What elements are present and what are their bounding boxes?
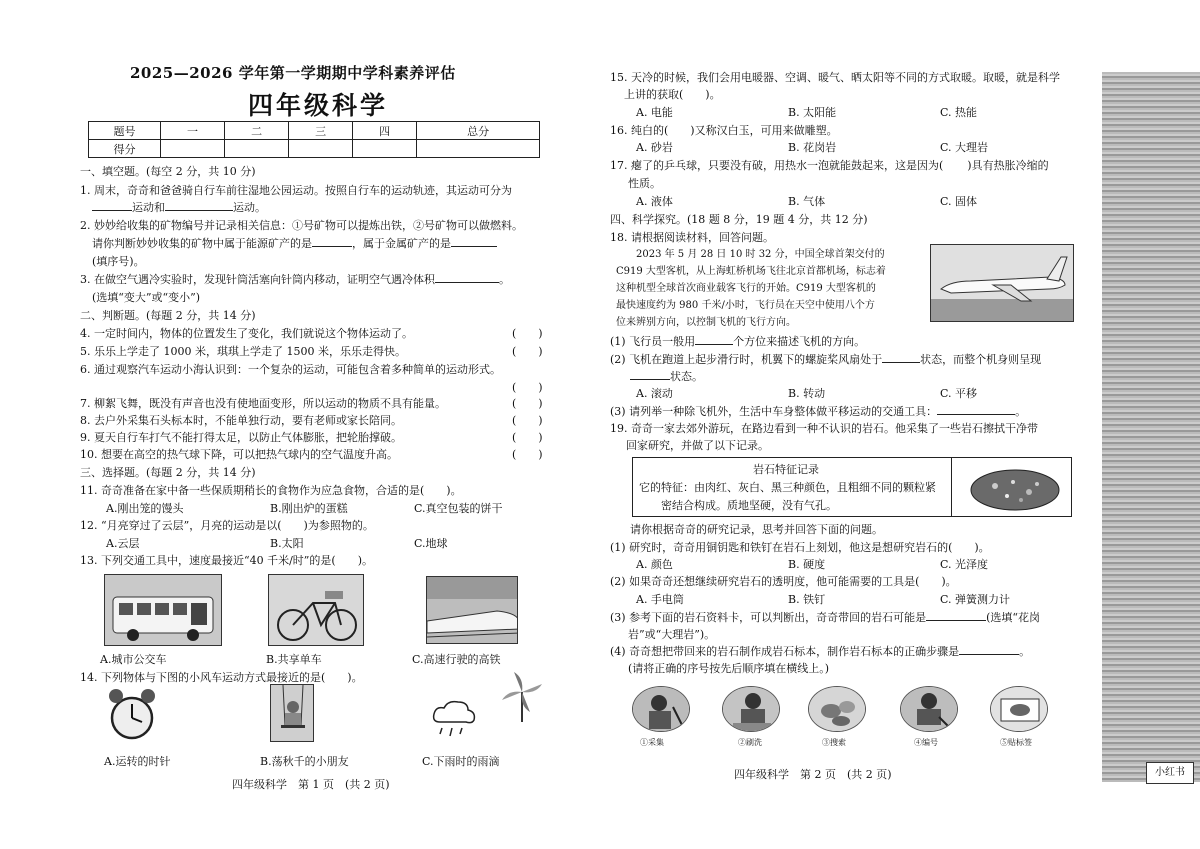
option-a[interactable]: A.刚出笼的馒头 (106, 502, 184, 515)
question-17-line1 (610, 158, 1049, 173)
step-label: ②刷洗 (738, 738, 762, 747)
person-brushing-icon (723, 687, 780, 732)
reading-line: 2023 年 5 月 28 日 10 时 32 分，中国全球首架交付的 (616, 249, 885, 260)
text: ，属于金属矿产的是 (352, 237, 451, 250)
option-b[interactable]: B.荡秋千的小朋友 (260, 755, 349, 768)
person-writing-icon (901, 687, 958, 732)
option-c[interactable]: C. 热能 (940, 106, 978, 119)
option-a[interactable]: A.云层 (106, 537, 140, 550)
question-19-line2: 回家研究，并做了以下记录。 (626, 439, 769, 452)
text: 状态。 (670, 370, 703, 383)
step-wash-photo (722, 686, 780, 732)
text: 运动和 (132, 201, 165, 214)
option-c[interactable]: C. 固体 (940, 195, 978, 208)
score-cell: 总分 (417, 122, 540, 140)
option-c[interactable]: C.高速行驶的高铁 (412, 653, 501, 666)
option-c[interactable]: C. 弹簧测力计 (940, 593, 1011, 606)
question-15-line2: 上讲的获取( )。 (624, 88, 721, 101)
text: (1) 飞行员一般用 (610, 335, 696, 348)
text: (选填“花岗 (986, 611, 1040, 624)
text: (4) 奇奇想把带回来的岩石制作成岩石标本，制作岩石标本的正确步骤是 (610, 645, 960, 658)
option-a[interactable]: A.运转的时针 (104, 755, 171, 768)
judge-question-5: 5. 乐乐上学走了 1000 米，琪琪上学走了 1500 米，乐乐走得快。 (80, 345, 406, 358)
text: 3. 在做空气遇冷实验时，发现针筒活塞向针筒内移动，证明空气遇冷体积 (80, 273, 435, 286)
option-b[interactable]: B. 气体 (788, 195, 826, 208)
option-a[interactable]: A. 颜色 (636, 558, 673, 571)
rock-samples-icon (809, 687, 866, 732)
judge-question-9: 9. 夏天自行车打气不能打得太足，以防止气体膨胀，把轮胎撑破。 (80, 431, 402, 444)
option-a[interactable]: A. 电能 (636, 106, 673, 119)
option-b[interactable]: B. 花岗岩 (788, 141, 837, 154)
option-a[interactable]: A. 手电筒 (636, 593, 684, 606)
judge-answer-paren[interactable]: ( ) (512, 448, 543, 461)
answer-blank[interactable] (959, 644, 1019, 655)
judge-question-7: 7. 柳絮飞舞，既没有声音也没有使地面变形，所以运动的物质不具有能量。 (80, 397, 446, 410)
question-18-1 (610, 334, 865, 349)
option-b[interactable]: B.共享单车 (266, 653, 322, 666)
question-19-3-line1 (610, 610, 1040, 625)
question-18-3: (3) 请列举一种除飞机外，生活中车身整体做平移运动的交通工具： 。 (610, 405, 1027, 418)
score-cell: 得分 (89, 140, 161, 158)
c919-airplane-photo (930, 244, 1074, 322)
option-c[interactable]: C. 平移 (940, 387, 978, 400)
answer-blank[interactable] (937, 404, 1015, 415)
section1-header: 一、填空题。(每空 2 分，共 10 分) (80, 165, 256, 178)
option-a[interactable]: A. 液体 (636, 195, 673, 208)
option-b[interactable]: B. 硬度 (788, 558, 826, 571)
judge-question-6: 6. 通过观察汽车运动小海认识到：一个复杂的运动，可能包含着多种简单的运动形式。 (80, 363, 501, 376)
judge-question-10: 10. 想要在高空的热气球下降，可以把热气球内的空气温度升高。 (80, 448, 398, 461)
judge-answer-paren[interactable]: ( ) (512, 327, 543, 340)
step-label: ①采集 (640, 738, 664, 747)
text: 。 (1019, 645, 1031, 658)
judge-answer-paren[interactable]: ( ) (512, 431, 543, 444)
text: 。 (499, 273, 510, 286)
exam-title: 2025—2026 学年第一学期期中学科素养评估 (130, 64, 456, 82)
rock-record-box (632, 457, 1072, 517)
question-19-intro: 请你根据奇奇的研究记录，思考并回答下面的问题。 (630, 523, 883, 536)
exam-subtitle: 四年级科学 (248, 91, 389, 120)
question-1-line1: 1. 周末，奇奇和爸爸骑自行车前往湿地公园运动。按照自行车的运动轨迹，其运动可分为 (80, 184, 512, 197)
airplane-icon (931, 245, 1074, 322)
option-c[interactable]: C. 光泽度 (940, 558, 989, 571)
question-11: 11. 奇奇准备在家中备一些保质期稍长的食物作为应急食物，合适的是( )。 (80, 484, 462, 497)
section3-header: 三、选择题。(每题 2 分，共 14 分) (80, 466, 256, 479)
option-c[interactable]: C.下雨时的雨滴 (422, 755, 500, 768)
record-title: 岩石特征记录 (753, 463, 819, 476)
judge-answer-paren[interactable]: ( ) (512, 345, 543, 358)
step-search-photo (808, 686, 866, 732)
reading-line: 最快速度约为 980 千米/小时，飞行员在天空中使用八个方 (616, 300, 875, 311)
option-c[interactable]: C. 大理岩 (940, 141, 989, 154)
section4-header: 四、科学探究。(18 题 8 分，19 题 4 分，共 12 分) (610, 213, 868, 226)
question-13: 13. 下列交通工具中，速度最接近“40 千米/时”的是( )。 (80, 554, 374, 567)
question-18-2-line1 (610, 352, 1041, 367)
page-footer: 四年级科学 第 2 页 (共 2 页) (734, 768, 892, 781)
step-label: ④编号 (914, 738, 938, 747)
text: 个方位来描述飞机的方向。 (733, 335, 866, 348)
section2-header: 二、判断题。(每题 2 分，共 14 分) (80, 309, 256, 322)
question-17-line2: 性质。 (628, 177, 661, 190)
labeled-specimen-icon (991, 687, 1048, 732)
score-cell: 二 (225, 122, 289, 140)
question-15-line1: 15. 天冷的时候，我们会用电暖器、空调、暖气、晒太阳等不同的方式取暖。取暖，就是科学 (610, 71, 1060, 84)
step-label: ③搜索 (822, 738, 846, 747)
judge-question-4: 4. 一定时间内，物体的位置发生了变化，我们就说这个物体运动了。 (80, 327, 413, 340)
score-cell: 一 (161, 122, 225, 140)
answer-blank[interactable] (695, 334, 733, 345)
option-b[interactable]: B. 转动 (788, 387, 826, 400)
record-line: 它的特征：由肉红、灰白、黑三种颜色，且粗细不同的颗粒紧 (639, 481, 936, 494)
judge-answer-paren[interactable]: ( ) (512, 397, 543, 410)
answer-blank[interactable] (926, 610, 986, 621)
judge-answer-paren[interactable]: ( ) (512, 381, 543, 394)
question-14: 14. 下列物体与下图的小风车运动方式最接近的是( )。 (80, 671, 363, 684)
option-b[interactable]: B. 铁钉 (788, 593, 826, 606)
text: (3) 参考下面的岩石资料卡，可以判断出，奇奇带回的岩石可能是 (610, 611, 927, 624)
step-collect-photo (632, 686, 690, 732)
binding-strip (1102, 72, 1200, 782)
option-b[interactable]: B. 太阳能 (788, 106, 837, 119)
rock-photo (963, 462, 1063, 514)
page-footer: 四年级科学 第 1 页 (共 2 页) (232, 778, 390, 791)
text: (2) 飞机在跑道上起步滑行时，机翼下的螺旋桨风扇处于 (610, 353, 883, 366)
question-18-2-line2 (630, 369, 703, 384)
divider (951, 458, 952, 516)
score-cell: 三 (289, 122, 353, 140)
question-19-1: (1) 研究时，奇奇用铜钥匙和铁钉在岩石上刻划，他这是想研究岩石的( )。 (610, 541, 990, 554)
option-a[interactable]: A. 滚动 (636, 387, 673, 400)
step-number-photo (900, 686, 958, 732)
judge-question-8: 8. 去户外采集石头标本时，不能单独行动，要有老师或家长陪同。 (80, 414, 402, 427)
question-19-2: (2) 如果奇奇还想继续研究岩石的透明度，他可能需要的工具是( )。 (610, 575, 957, 588)
question-2-line1: 2. 妙妙给收集的矿物编号并记录相关信息：①号矿物可以提炼出铁，②号矿物可以做燃料。 (80, 219, 523, 232)
text: 请你判断妙妙收集的矿物中属于能源矿产的是 (92, 237, 312, 250)
option-a[interactable]: A.城市公交车 (100, 653, 167, 666)
step-label: ⑤贴标签 (1000, 738, 1032, 747)
question-19-4-line1 (610, 644, 1030, 659)
option-c[interactable]: C.地球 (414, 537, 448, 550)
question-3-line2: (选填“变大”或“变小”) (92, 291, 201, 304)
record-line: 密结合构成。质地坚硬，没有气孔。 (661, 499, 837, 512)
score-cell: 题号 (89, 122, 161, 140)
answer-blank[interactable] (882, 352, 920, 363)
text: 运动。 (233, 201, 266, 214)
question-19-4-line2: (请将正确的序号按先后顺序填在横线上。) (628, 662, 830, 675)
question-16: 16. 纯白的( )又称汉白玉，可用来做雕塑。 (610, 124, 838, 137)
score-cell: 四 (353, 122, 417, 140)
reading-line: 位来辨别方向，以控制飞机的飞行方向。 (616, 317, 796, 328)
question-12: 12. “月亮穿过了云层”，月亮的运动是以( )为参照物的。 (80, 519, 374, 532)
question-2-line3: (填序号)。 (92, 255, 145, 268)
reading-line: C919 大型客机，从上海虹桥机场飞往北京首都机场，标志着 (616, 266, 886, 277)
question-19-line1: 19. 奇奇一家去郊外游玩，在路边看到一种不认识的岩石。他采集了一些岩石擦拭干净带 (610, 422, 1038, 435)
text: )具有热胀冷缩的 (967, 159, 1049, 172)
question-19-3-line2: 岩”或“大理岩”)。 (628, 628, 716, 641)
option-c[interactable]: C.真空包装的饼干 (414, 502, 503, 515)
option-b[interactable]: B.刚出炉的蛋糕 (270, 502, 348, 515)
option-b[interactable]: B.太阳 (270, 537, 304, 550)
option-a[interactable]: A. 砂岩 (636, 141, 673, 154)
text: 状态，而整个机身则呈现 (920, 353, 1042, 366)
text: 17. 瘪了的乒乓球，只要没有破，用热水一泡就能鼓起来，这是因为( (610, 159, 944, 172)
judge-answer-paren[interactable]: ( ) (512, 414, 543, 427)
person-digging-icon (633, 687, 690, 732)
watermark-stamp: 小红书 (1146, 762, 1194, 784)
answer-blank[interactable] (630, 369, 670, 380)
reading-line: 这种机型全球首次商业载客飞行的开始。C919 大型客机的 (616, 283, 876, 294)
question-18: 18. 请根据阅读材料，回答问题。 (610, 231, 774, 244)
step-label-photo (990, 686, 1048, 732)
text: (3) 请列举一种除飞机外，生活中车身整体做平移运动的交通工具： (610, 405, 938, 418)
